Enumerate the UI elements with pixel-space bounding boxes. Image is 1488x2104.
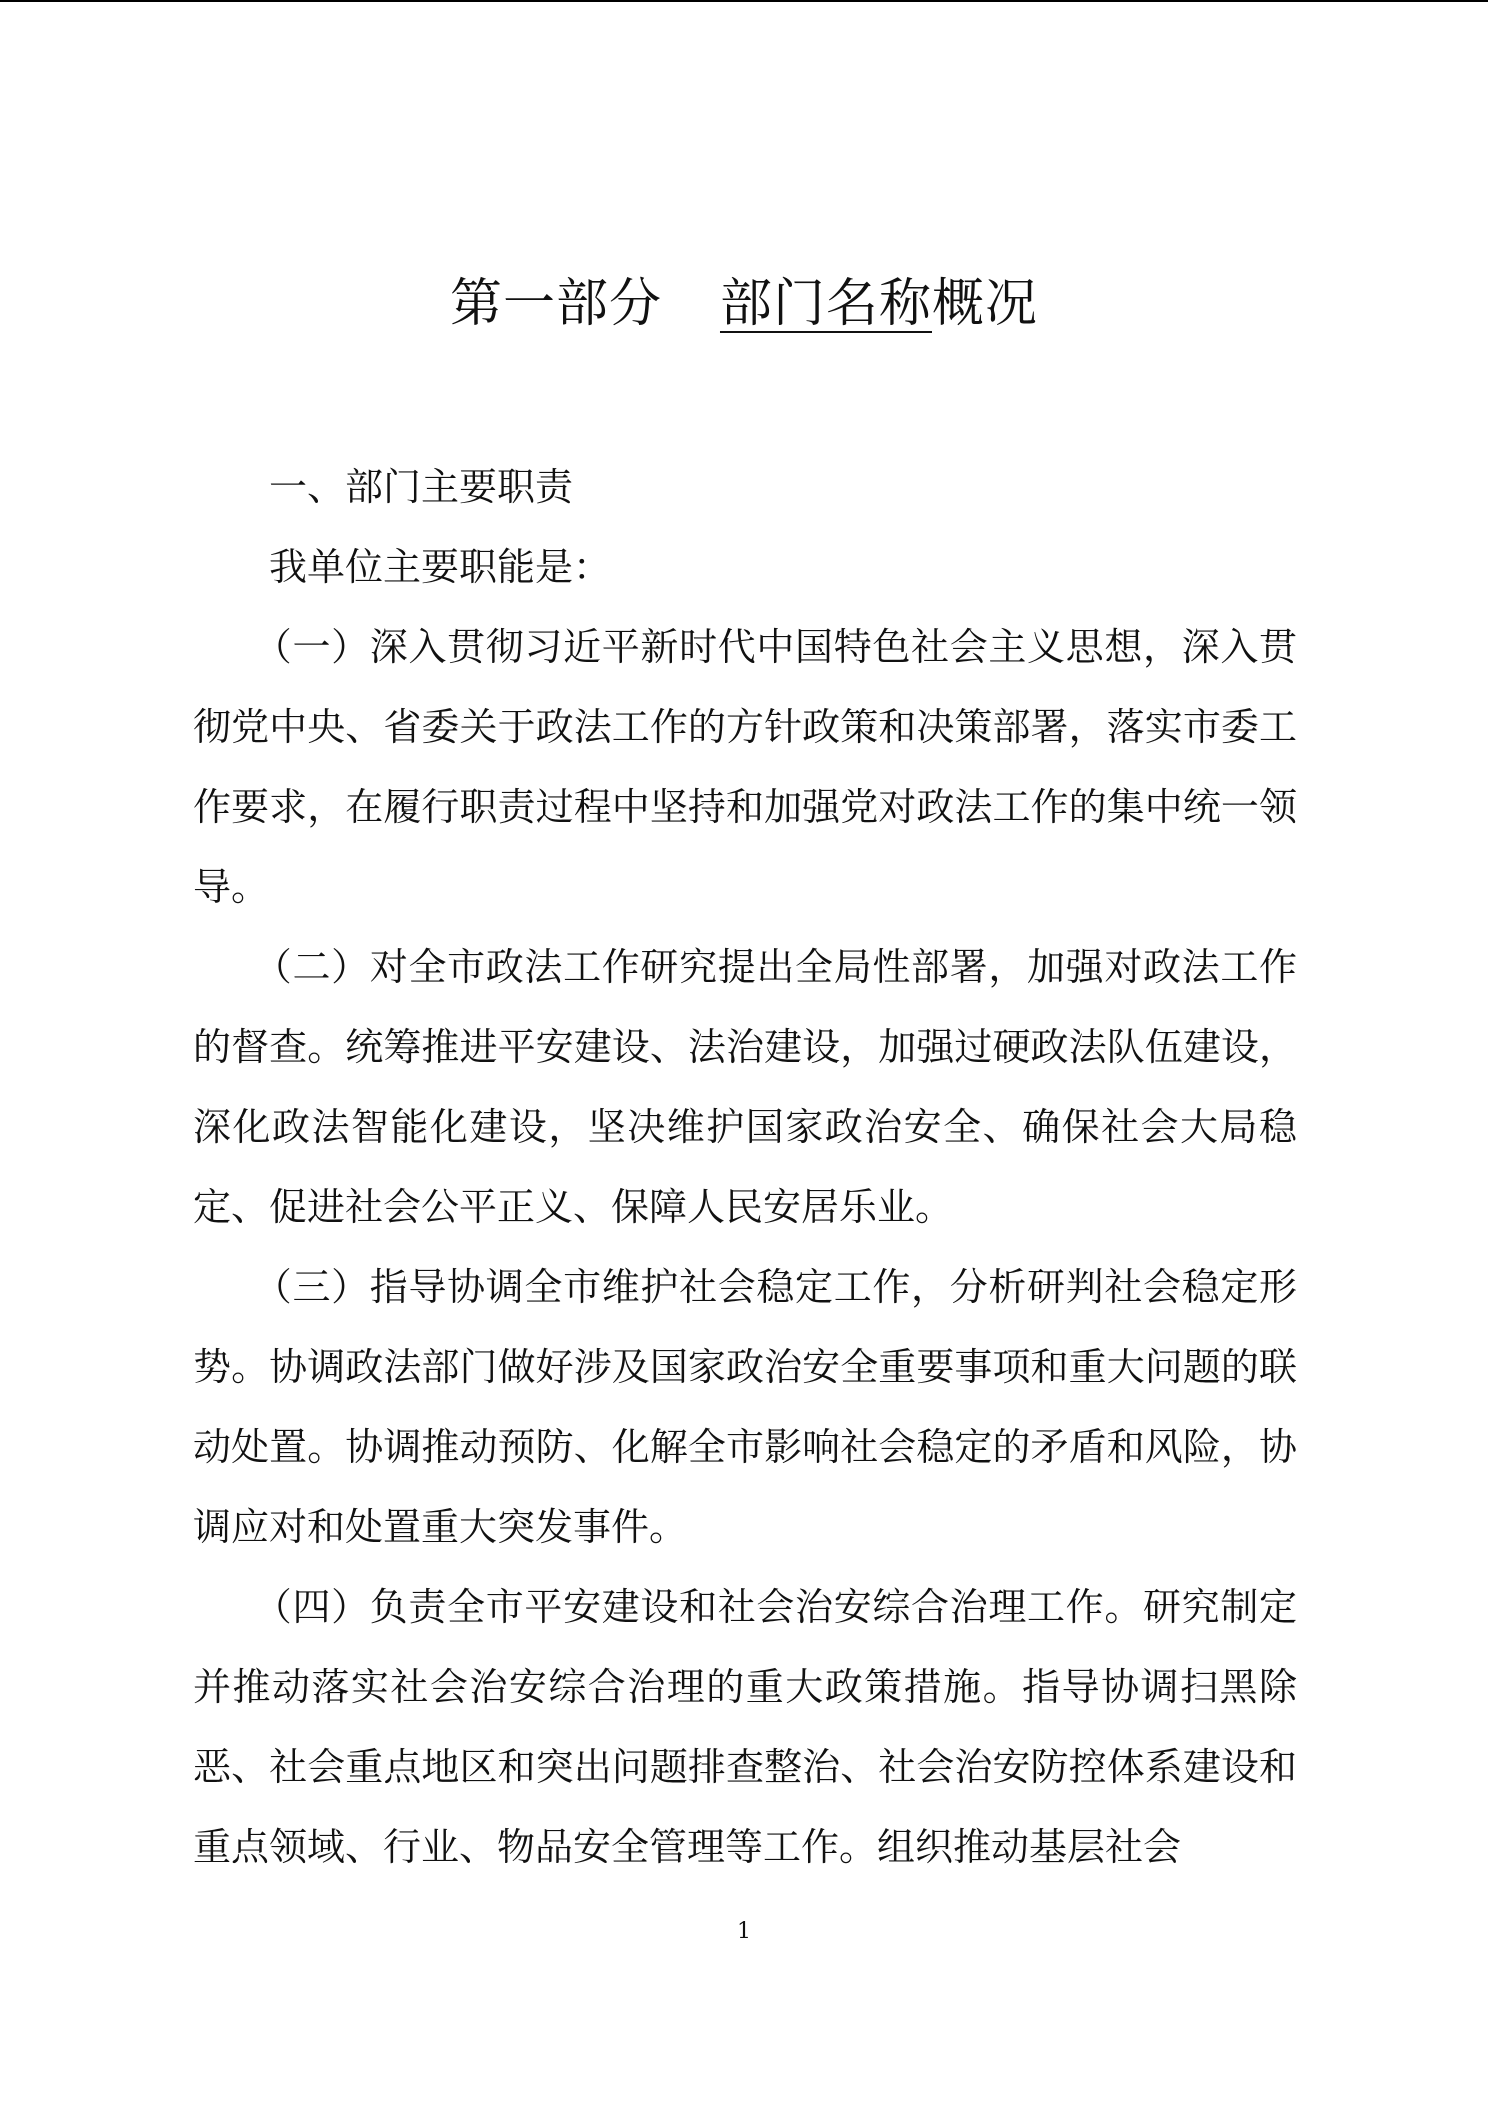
title-department-name: 部门名称 <box>719 274 932 334</box>
duty-item-1: （一）深入贯彻习近平新时代中国特色社会主义思想，深入贯彻党中央、省委关于政法工作的方针政策和决策部署，落实市委工作要求，在履行职责过程中坚持和加强党对政法工作的集中统一领导。 <box>193 625 1297 909</box>
duty-item-4: （四）负责全市平安建设和社会治安综合治理工作。研究制定并推动落实社会治安综合治理的重大政策措施。指导协调扫黑除恶、社会重点地区和突出问题排查整治、社会治安防控体系建设和重点领域、行业、物品安全管理等工作。组织推动基层社会 <box>193 1585 1297 1869</box>
section-heading: 一、部门主要职责 <box>269 465 574 509</box>
page-number: 1 <box>737 1919 751 1944</box>
title-part: 第一部分 <box>449 274 662 334</box>
document-body <box>193 447 1297 1887</box>
section-intro: 我单位主要职能是： <box>269 545 612 589</box>
title-suffix: 概况 <box>932 274 1039 334</box>
page-title <box>0 264 1488 344</box>
duty-item-3: （三）指导协调全市维护社会稳定工作，分析研判社会稳定形势。协调政法部门做好涉及国家政治安全重要事项和重大问题的联动处置。协调推动预防、化解全市影响社会稳定的矛盾和风险，协调应对和处置重大突发事件。 <box>193 1265 1297 1549</box>
duty-item-2: （二）对全市政法工作研究提出全局性部署，加强对政法工作的督查。统筹推进平安建设、法治建设，加强过硬政法队伍建设，深化政法智能化建设，坚决维护国家政治安全、确保社会大局稳定、促进社会公平正义、保障人民安居乐业。 <box>193 945 1297 1229</box>
